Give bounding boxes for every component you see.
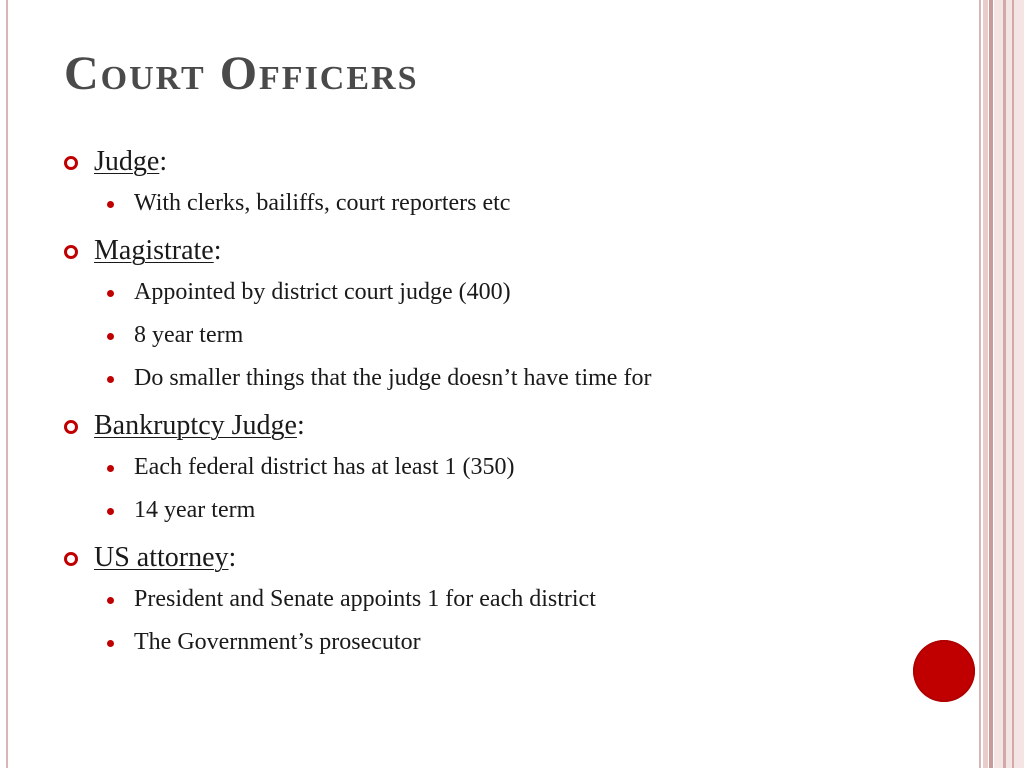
red-circle-decoration-icon	[913, 640, 975, 702]
list-item	[62, 621, 962, 664]
list-item-text: 8 year term	[134, 322, 244, 348]
dot-bullet-icon	[107, 597, 114, 604]
right-decorative-band	[994, 0, 1024, 768]
dot-bullet-icon	[107, 376, 114, 383]
list-item-text: 14 year term	[134, 497, 256, 523]
list-item-text: Do smaller things that the judge doesn’t have time for	[134, 365, 652, 391]
dot-bullet-icon	[107, 201, 114, 208]
section-colon: :	[159, 146, 168, 177]
list-item	[62, 182, 962, 225]
right-stripe	[1012, 0, 1014, 768]
list-item	[62, 271, 962, 314]
section-colon: :	[228, 542, 237, 573]
list-item-text: President and Senate appoints 1 for each district	[134, 586, 596, 612]
slide-title: Court Officers	[64, 47, 419, 100]
list-item	[62, 578, 962, 621]
section-magistrate	[62, 231, 962, 271]
section-colon: :	[213, 235, 222, 266]
list-item-text: Each federal district has at least 1 (350)	[134, 454, 515, 480]
list-item	[62, 489, 962, 532]
list-item	[62, 314, 962, 357]
list-item-text: Appointed by district court judge (400)	[134, 279, 511, 305]
section-term: Judge	[94, 146, 160, 177]
section-colon: :	[296, 410, 305, 441]
dot-bullet-icon	[107, 508, 114, 515]
section-term: Bankruptcy Judge	[94, 410, 297, 441]
list-item	[62, 446, 962, 489]
list-item	[62, 357, 962, 400]
ring-bullet-icon	[64, 156, 78, 170]
right-stripe	[1003, 0, 1006, 768]
ring-bullet-icon	[64, 245, 78, 259]
section-bankruptcy-judge	[62, 406, 962, 446]
ring-bullet-icon	[64, 552, 78, 566]
section-us-attorney	[62, 538, 962, 578]
section-term: Magistrate	[94, 235, 214, 266]
ring-bullet-icon	[64, 420, 78, 434]
list-item-text: With clerks, bailiffs, court reporters etc	[134, 190, 511, 216]
bullet-list	[62, 138, 962, 664]
section-judge	[62, 142, 962, 182]
right-stripe	[983, 0, 988, 768]
dot-bullet-icon	[107, 465, 114, 472]
dot-bullet-icon	[107, 640, 114, 647]
right-stripe	[989, 0, 993, 768]
dot-bullet-icon	[107, 333, 114, 340]
section-term: US attorney	[94, 542, 229, 573]
list-item-text: The Government’s prosecutor	[134, 629, 421, 655]
dot-bullet-icon	[107, 290, 114, 297]
